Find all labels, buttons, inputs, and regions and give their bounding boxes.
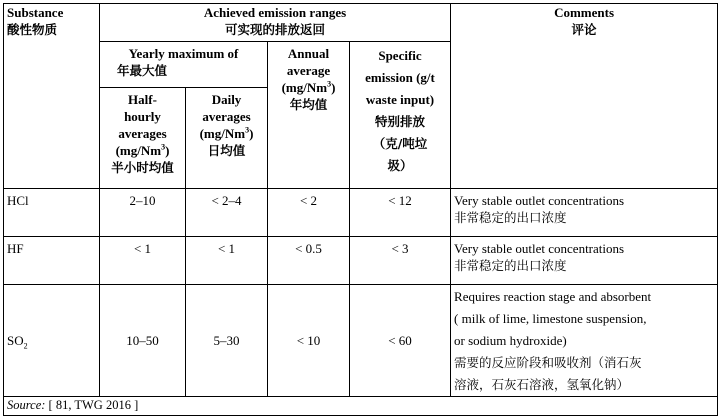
emission-ranges-header-en: Achieved emission ranges <box>203 5 347 20</box>
half-header-line1: Half- <box>128 92 157 107</box>
comment-en-line3: or sodium hydroxide) <box>454 333 567 348</box>
half-hourly-cell: 10–50 <box>100 285 186 397</box>
daily-cell: 5–30 <box>186 285 268 397</box>
specific-emission-header <box>350 42 451 189</box>
table-row <box>4 285 718 397</box>
comment-zh: 非常稳定的出口浓度 <box>454 210 567 225</box>
specific-cell: < 12 <box>350 189 451 237</box>
specific-header-line3: waste input) <box>365 92 435 107</box>
half-hourly-header <box>100 88 186 189</box>
half-hourly-cell: < 1 <box>100 237 186 285</box>
comment-cell <box>451 285 718 397</box>
source-reference: [ 81, TWG 2016 ] <box>45 398 139 412</box>
source-row <box>4 397 718 416</box>
annual-cell: < 10 <box>268 285 350 397</box>
table-row <box>4 237 718 285</box>
half-hourly-cell: 2–10 <box>100 189 186 237</box>
source-cell <box>4 397 718 416</box>
daily-cell: < 1 <box>186 237 268 285</box>
source-label: Source: <box>7 398 46 412</box>
daily-header-line2: averages <box>202 109 251 124</box>
emission-ranges-table <box>3 3 718 416</box>
substance-header-en: Substance <box>7 5 64 20</box>
substance-name: HCl <box>7 193 29 208</box>
comment-en-line1: Requires reaction stage and absorbent <box>454 289 652 304</box>
yearly-max-header-zh: 年最大值 <box>117 63 168 78</box>
yearly-max-header-en: Yearly maximum of <box>128 46 239 61</box>
substance-name: SO <box>7 333 24 348</box>
specific-header-zh2: （克/吨垃 <box>372 136 428 151</box>
annual-header-zh: 年均值 <box>289 97 328 112</box>
annual-cell: < 0.5 <box>268 237 350 285</box>
comment-cell <box>451 237 718 285</box>
comment-en: Very stable outlet concentrations <box>454 193 625 208</box>
comment-en: Very stable outlet concentrations <box>454 241 625 256</box>
substance-cell <box>4 237 100 285</box>
half-header-line3: averages <box>118 126 167 141</box>
substance-subscript: 2 <box>23 341 28 351</box>
substance-header <box>4 4 100 189</box>
half-header-unit: (mg/Nm$^3$) <box>115 142 170 158</box>
annual-cell: < 2 <box>268 189 350 237</box>
specific-cell: < 60 <box>350 285 451 397</box>
substance-header-zh: 酸性物质 <box>7 22 58 37</box>
emission-ranges-header <box>100 4 451 42</box>
comment-cell <box>451 189 718 237</box>
yearly-max-header <box>100 42 268 88</box>
daily-header-line1: Daily <box>211 92 242 107</box>
specific-cell: < 3 <box>350 237 451 285</box>
comment-zh-line1: 需要的反应阶段和吸收剂（消石灰 <box>454 355 642 370</box>
specific-header-line1: Specific <box>378 48 422 63</box>
daily-cell: < 2–4 <box>186 189 268 237</box>
half-header-line2: hourly <box>124 109 161 124</box>
annual-header-line2: average <box>286 63 331 78</box>
comments-header-zh: 评论 <box>571 22 597 37</box>
substance-name: HF <box>7 241 24 256</box>
substance-cell <box>4 285 100 397</box>
annual-average-header <box>268 42 350 189</box>
daily-header-zh: 日均值 <box>207 143 246 158</box>
half-header-zh: 半小时均值 <box>111 160 174 175</box>
emission-table-container <box>3 3 717 416</box>
header-row-1 <box>4 4 718 42</box>
annual-header-line1: Annual <box>287 46 330 61</box>
annual-header-unit: (mg/Nm$^3$) <box>281 79 336 95</box>
comments-header <box>451 4 718 189</box>
specific-header-zh1: 特别排放 <box>375 114 426 129</box>
specific-header-line2: emission (g/t <box>365 70 435 85</box>
emission-ranges-header-zh: 可实现的排放返回 <box>225 22 326 37</box>
specific-header-zh3: 圾） <box>387 158 413 173</box>
daily-header-unit: (mg/Nm$^3$) <box>199 125 254 141</box>
comment-zh: 非常稳定的出口浓度 <box>454 258 567 273</box>
comment-en-line2: ( milk of lime, limestone suspension, <box>454 311 647 326</box>
daily-averages-header <box>186 88 268 189</box>
table-row <box>4 189 718 237</box>
substance-cell <box>4 189 100 237</box>
comment-zh-line2: 溶液，石灰石溶液，氢氧化钠） <box>454 377 630 392</box>
comments-header-en: Comments <box>554 5 614 20</box>
